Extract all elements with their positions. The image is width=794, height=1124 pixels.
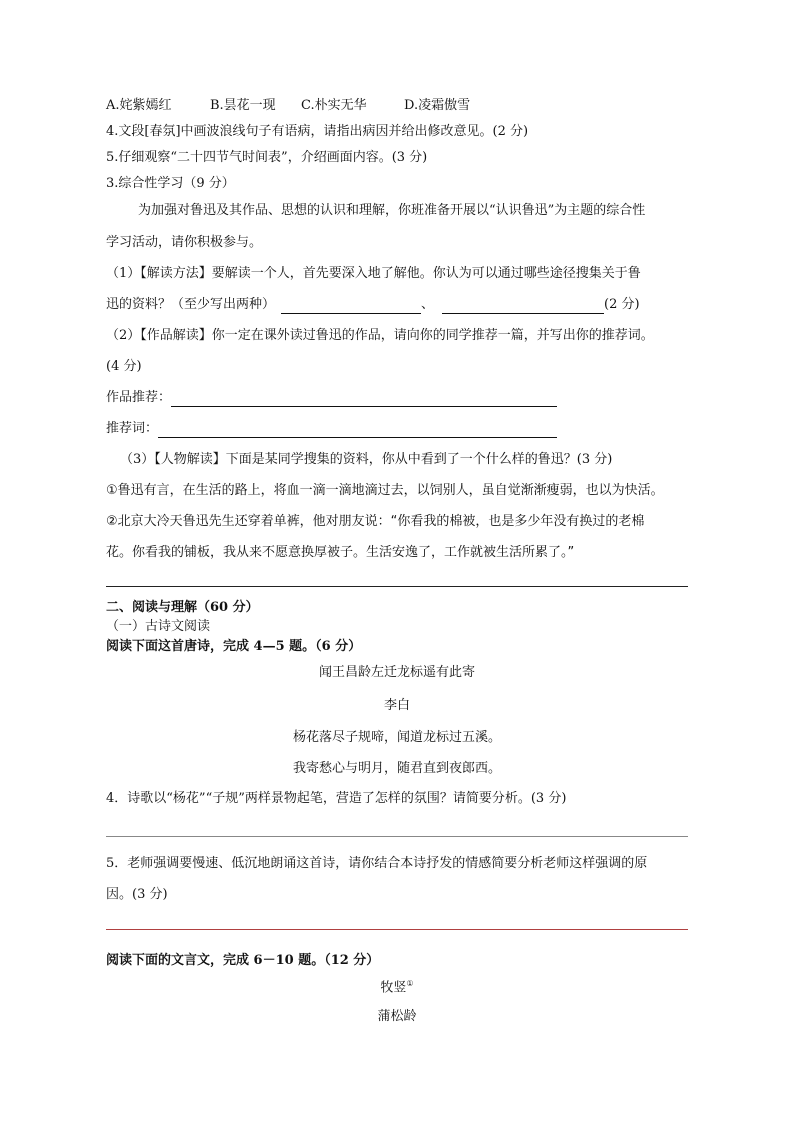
comp-q1-answer-blank-1[interactable] — [281, 299, 421, 314]
question-5-solar-terms: 5.仔细观察“二十四节气时间表”，介绍画面内容。(3 分) — [106, 150, 428, 165]
comp-q1-line-1: （1）【解读方法】要解读一个人，首先要深入地了解他。你认为可以通过哪些途径搜集关于鲁 — [106, 266, 641, 281]
recommend-words-label: 推荐词： — [106, 421, 159, 436]
comp-q1-score: (2 分) — [604, 297, 640, 312]
option-b: B.昙花一现 — [210, 98, 276, 113]
option-c: C.朴实无华 — [301, 98, 367, 113]
work-recommend-row — [106, 389, 557, 407]
comp-q2-line-1: （2）【作品解读】你一定在课外读过鲁迅的作品，请向你的同学推荐一篇，并写出你的推荐词。 — [106, 328, 654, 343]
ancient-poetry-subheading: （一）古诗文阅读 — [106, 619, 211, 634]
material-2-line-2: 花。你看我的铺板，我从来不愿意换厚被子。生活安逸了，工作就被生活所累了。” — [106, 545, 575, 560]
answer-options — [106, 97, 470, 115]
poem-question-4: 4．诗歌以“杨花”“子规”两样景物起笔，营造了怎样的氛围？请简要分析。(3 分) — [106, 791, 567, 806]
poem-title: 闻王昌龄左迁龙标遥有此寄 — [318, 665, 475, 680]
answer-line-poem-q5[interactable] — [106, 929, 688, 930]
material-1: ①鲁迅有言，在生活的路上，将血一滴一滴地滴过去，以饲别人，虽自觉渐渐瘦弱，也以为快活。 — [106, 483, 664, 498]
material-2-line-1: ②北京大冷天鲁迅先生还穿着单裤，他对朋友说：“你看我的棉被，也是多少年没有换过的老棉 — [106, 514, 645, 529]
poem-question-5-line-1: 5．老师强调要慢速、低沉地朗诵这首诗，请你结合本诗抒发的情感简要分析老师这样强调的原 — [106, 856, 648, 871]
comp-q1-line-2 — [106, 296, 640, 314]
prose-title-text: 牧竖 — [380, 980, 407, 996]
option-a: A.姹紫嫣红 — [106, 98, 172, 113]
comprehensive-intro-line-1: 为加强对鲁迅及其作品、思想的认识和理解，你班准备开展以“认识鲁迅”为主题的综合性 — [138, 203, 646, 218]
poem-author: 李白 — [383, 698, 410, 713]
prose-footnote-mark: ① — [406, 979, 414, 988]
comp-q3: （3）【人物解读】下面是某同学搜集的资料，你从中看到了一个什么样的鲁迅？(3 分) — [120, 452, 613, 467]
prose-title — [0, 975, 794, 997]
poem-question-5-line-2: 因。(3 分) — [106, 887, 168, 902]
recommend-words-row — [106, 420, 557, 438]
comprehensive-heading: 3.综合性学习（9 分） — [106, 176, 235, 191]
recommend-words-blank[interactable] — [158, 423, 557, 438]
comp-q2-line-2: (4 分) — [106, 359, 142, 374]
comp-q1-prefix: 迅的资料？（至少写出两种） — [106, 297, 276, 312]
prose-author: 蒲松龄 — [377, 1009, 417, 1024]
reading-section-heading: 二、阅读与理解（60 分） — [106, 600, 259, 615]
poem-line-2: 我寄愁心与明月，随君直到夜郎西。 — [292, 761, 501, 776]
poem-line-1: 杨花落尽子规啼，闻道龙标过五溪。 — [292, 730, 501, 745]
answer-line-comp-q3[interactable] — [106, 586, 688, 587]
comp-q1-separator: 、 — [421, 297, 435, 312]
prose-task: 阅读下面的文言文，完成 6－10 题。（12 分） — [106, 953, 380, 968]
comprehensive-intro-line-2: 学习活动，请你积极参与。 — [106, 235, 263, 250]
answer-line-poem-q4[interactable] — [106, 836, 688, 837]
option-d: D.凌霜傲雪 — [404, 98, 471, 113]
question-4-grammar: 4.文段[春氛]中画波浪线句子有语病，请指出病因并给出修改意见。(2 分) — [106, 124, 529, 139]
comp-q1-answer-blank-2[interactable] — [442, 299, 604, 314]
work-recommend-blank[interactable] — [171, 392, 557, 407]
poem-task: 阅读下面这首唐诗，完成 4—5 题。（6 分） — [106, 639, 362, 654]
work-recommend-label: 作品推荐： — [106, 390, 172, 405]
